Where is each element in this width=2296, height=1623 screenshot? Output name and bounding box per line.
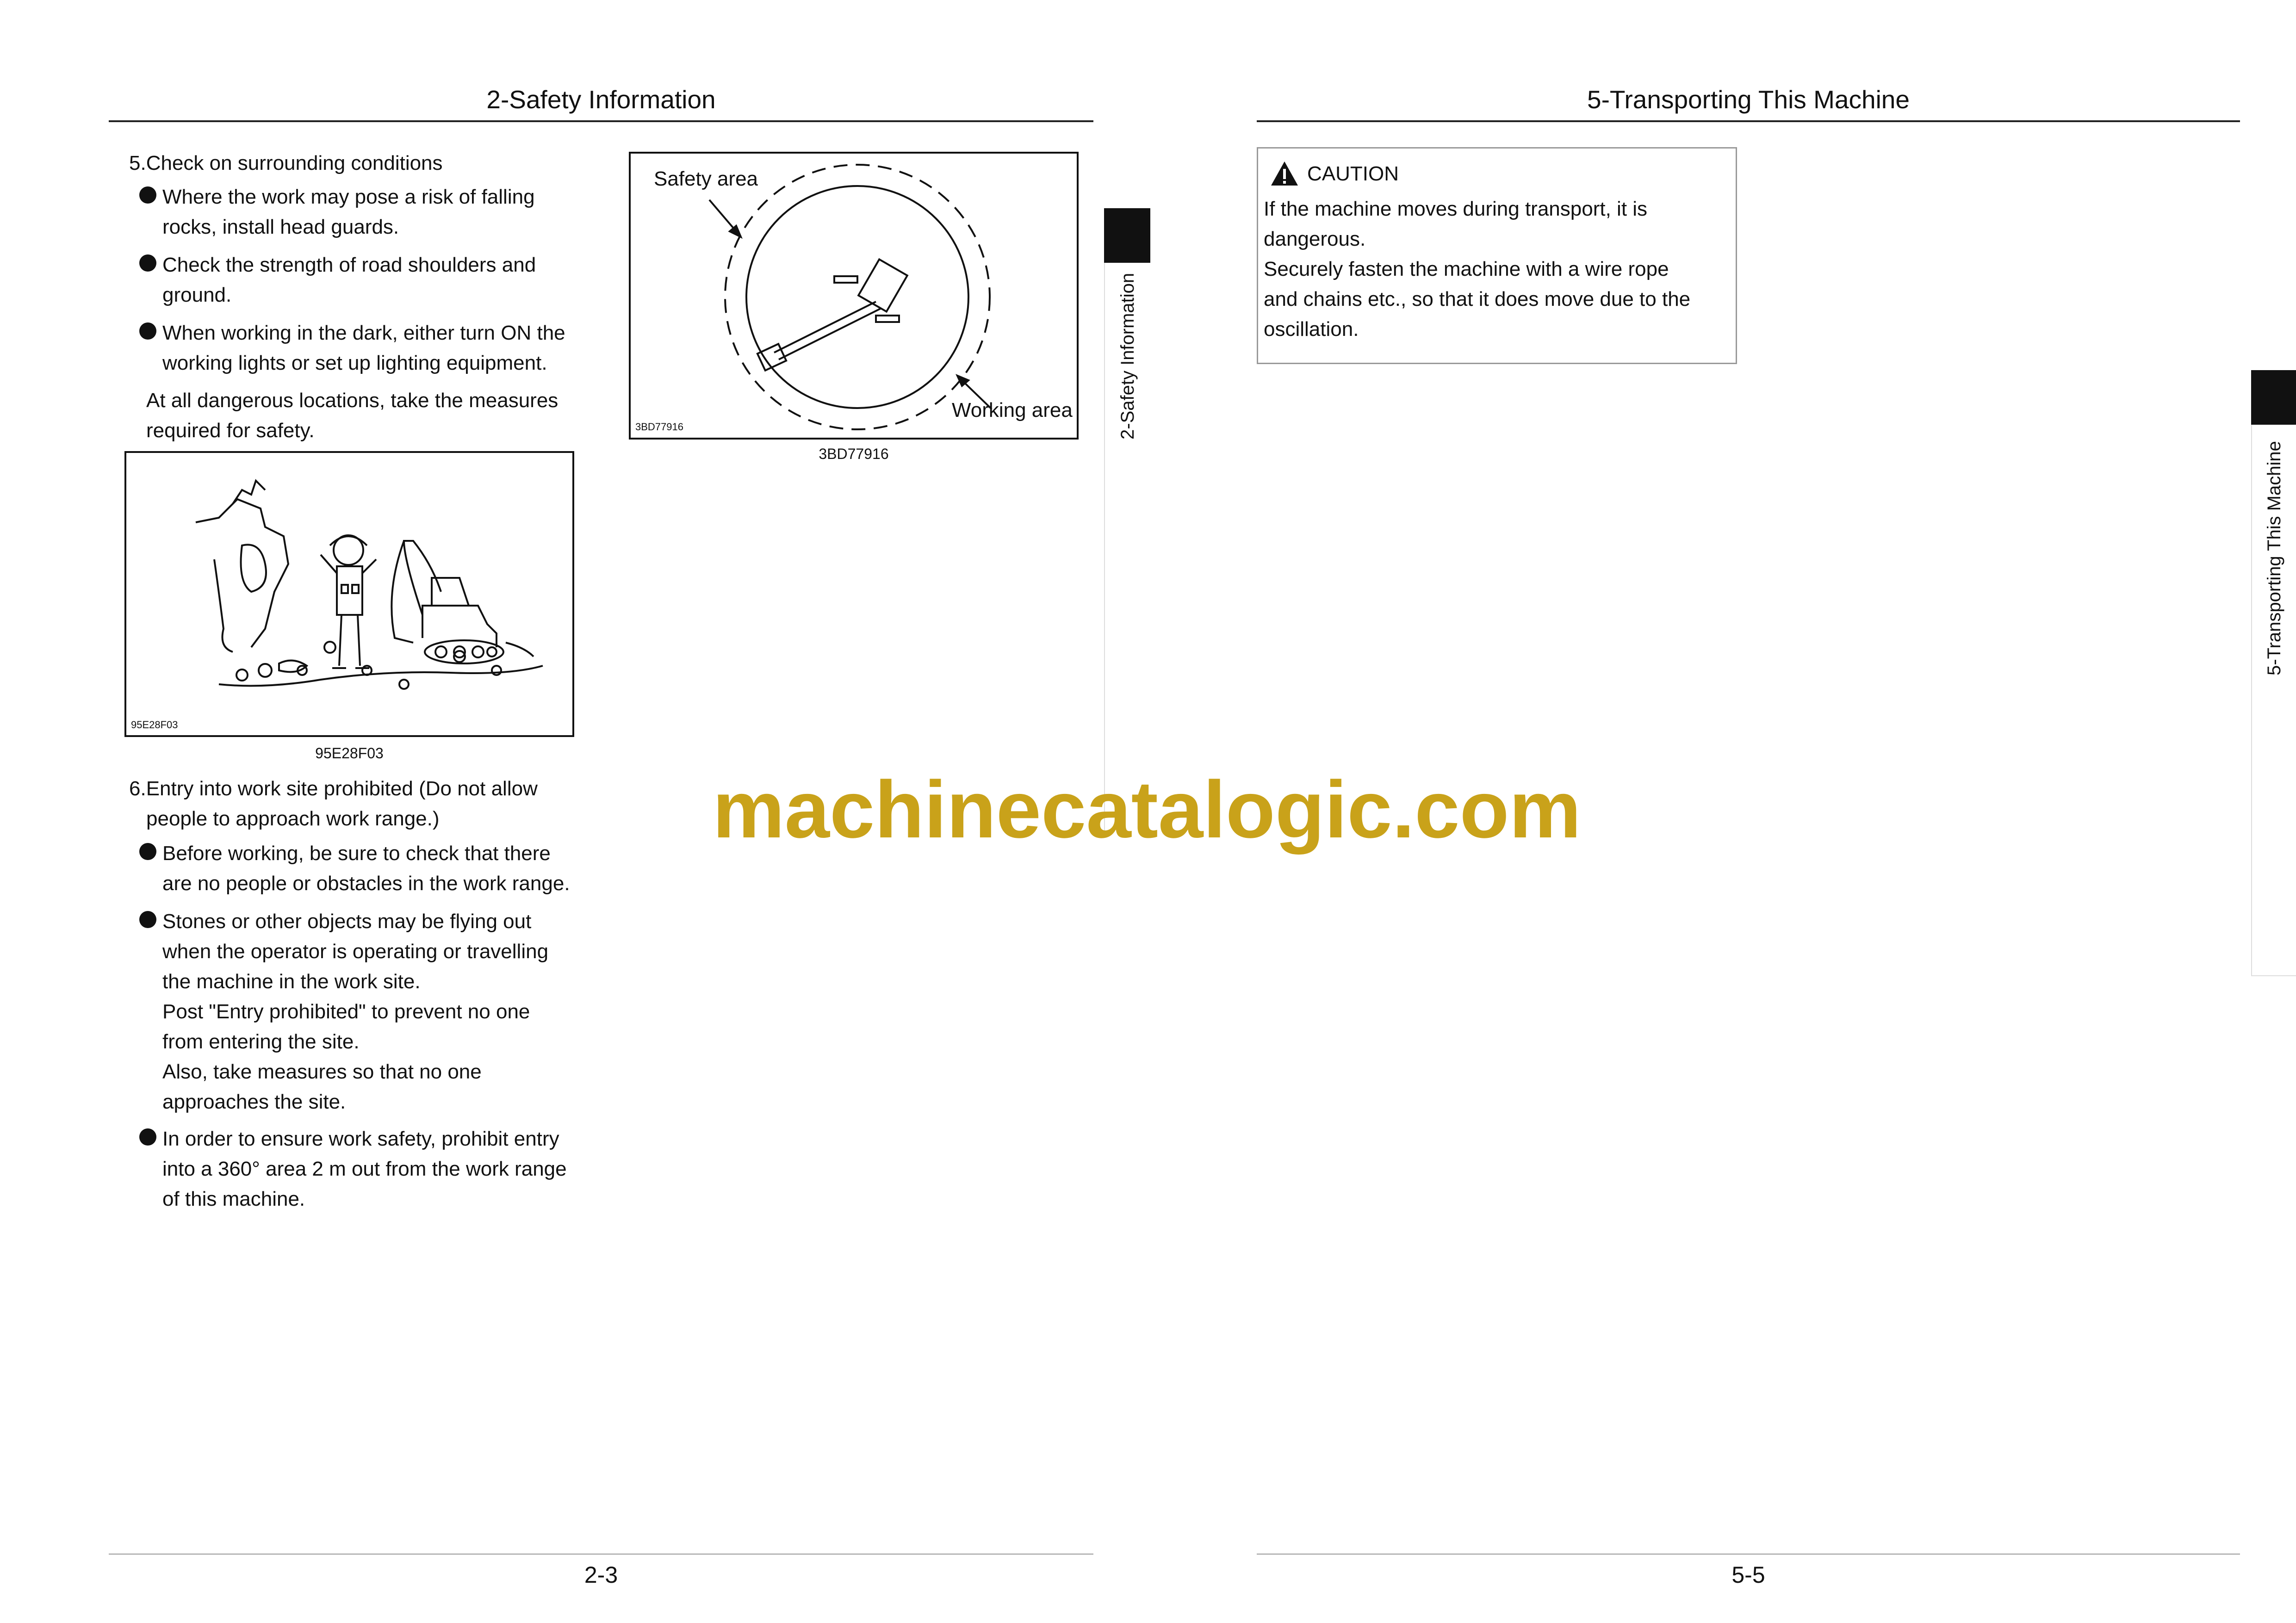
right-side-tab-label: 5-Transporting This Machine	[2264, 441, 2284, 675]
caution-line: If the machine moves during transport, it is	[1264, 198, 1648, 220]
bullet-line: are no people or obstacles in the work range.	[162, 872, 570, 895]
bullet-icon	[139, 186, 156, 204]
bullet-line: the machine in the work site.	[162, 970, 421, 993]
right-tab-bottom	[2251, 975, 2296, 976]
bullet-line: Stones or other objects may be flying out	[162, 910, 532, 933]
bullet-line: In order to ensure work safety, prohibit entry	[162, 1127, 559, 1150]
left-header-rule	[109, 120, 1093, 122]
right-header-rule	[1257, 120, 2240, 122]
caution-line: dangerous.	[1264, 228, 1366, 250]
bullet-line: Check the strength of road shoulders and	[162, 254, 536, 276]
bullet-line: into a 360° area 2 m out from the work range	[162, 1158, 567, 1180]
section6-bullet-1	[162, 838, 570, 898]
watermark: machinecatalogic.com	[713, 765, 1582, 855]
right-page-header: 5-Transporting This Machine	[1587, 85, 1910, 114]
left-side-tab-label: 2-Safety Information	[1117, 273, 1138, 440]
section6-bullet-3	[162, 1124, 567, 1214]
right-tab-divider	[2251, 370, 2252, 976]
bullet-line: ground.	[162, 284, 232, 306]
section5-bullet-1	[162, 182, 535, 242]
section5-bullet-2	[162, 250, 536, 310]
label-working-area: Working area	[952, 399, 1073, 421]
safety-area-drawing	[631, 154, 1077, 438]
section5-title: 5.Check on surrounding conditions	[129, 152, 443, 174]
left-tab-divider	[1104, 208, 1105, 833]
caution-line: Securely fasten the machine with a wire rope	[1264, 258, 1669, 280]
bullet-icon	[139, 843, 156, 860]
bullet-line: Before working, be sure to check that there	[162, 842, 551, 865]
note-line: At all dangerous locations, take the measures	[146, 389, 558, 412]
section5-note	[146, 385, 558, 446]
figure-worker-illustration	[124, 451, 574, 737]
bullet-line: rocks, install head guards.	[162, 216, 399, 238]
section5-bullet-3	[162, 318, 565, 378]
caution-line: and chains etc., so that it does move due to the	[1264, 288, 1691, 310]
bullet-icon	[139, 1128, 156, 1146]
section6-title-line: 6.Entry into work site prohibited (Do not allow	[129, 777, 538, 800]
bullet-icon	[139, 254, 156, 272]
warning-triangle-icon	[1270, 161, 1299, 186]
bullet-line: Also, take measures so that no one	[162, 1060, 482, 1083]
note-line: required for safety.	[146, 419, 315, 442]
bullet-line: working lights or set up lighting equipment.	[162, 352, 547, 374]
figure2-caption: 3BD77916	[819, 446, 889, 462]
section6-bullet-2	[162, 906, 548, 1117]
bullet-line: Where the work may pose a risk of falling	[162, 186, 535, 208]
bullet-icon	[139, 322, 156, 340]
bullet-line: when the operator is operating or travelling	[162, 940, 549, 963]
bullet-icon	[139, 911, 156, 928]
section6-title-line: people to approach work range.)	[146, 807, 440, 830]
right-footer-rule	[1257, 1554, 2240, 1555]
figure-safety-area-diagram	[629, 152, 1079, 440]
bullet-line: from entering the site.	[162, 1030, 360, 1053]
left-page-header: 2-Safety Information	[486, 85, 716, 114]
right-page-number: 5-5	[1731, 1562, 1765, 1588]
figure2-code: 3BD77916	[635, 421, 683, 433]
worker-excavator-drawing	[126, 453, 572, 735]
bullet-line: Post "Entry prohibited" to prevent no one	[162, 1000, 530, 1023]
label-safety-area: Safety area	[654, 167, 758, 190]
left-footer-rule	[109, 1554, 1093, 1555]
caution-line: oscillation.	[1264, 318, 1359, 341]
bullet-line: When working in the dark, either turn ON the	[162, 322, 565, 344]
bullet-line: of this machine.	[162, 1188, 305, 1210]
figure1-code: 95E28F03	[131, 719, 178, 731]
caution-text	[1264, 194, 1690, 344]
left-side-tab-marker	[1104, 208, 1150, 263]
right-side-tab-marker	[2251, 370, 2296, 425]
section6-title	[129, 774, 538, 834]
left-page-number: 2-3	[584, 1562, 618, 1588]
figure1-caption: 95E28F03	[315, 745, 384, 762]
bullet-line: approaches the site.	[162, 1090, 346, 1113]
caution-label: CAUTION	[1307, 162, 1399, 185]
caution-box	[1257, 147, 1737, 364]
